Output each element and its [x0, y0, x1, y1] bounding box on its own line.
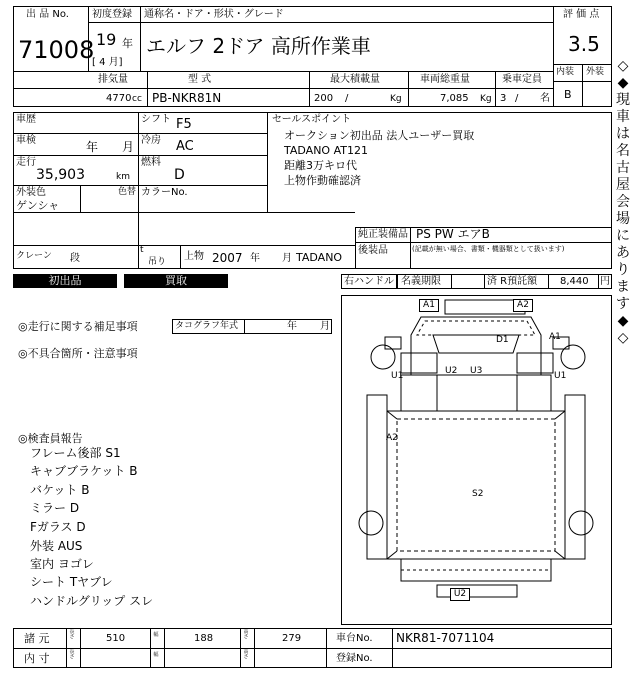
gross-weight-label: 車両総重量 — [420, 74, 470, 85]
aftermarket-note: (記載が無い場合、書類・機器類として扱います) — [412, 245, 565, 253]
defects-label: ◎不具合箇所・注意事項 — [18, 347, 138, 360]
model-label: 通称名・ドア・形状・グレード — [144, 9, 284, 20]
handle-side: 右ハンドル — [344, 276, 394, 287]
color-change-label: 色替 — [118, 187, 137, 197]
capacity-unit: 名 — [540, 93, 550, 104]
interior-grade: B — [564, 88, 572, 101]
max-load-label: 最大積載量 — [330, 74, 380, 85]
capacity-value: 3 — [500, 93, 507, 104]
height-label: 高さ — [243, 629, 249, 640]
inner-height-label: 高さ — [243, 649, 249, 660]
inner-length-label: 長さ — [69, 649, 75, 660]
inspector-line: シート Tヤブレ — [30, 575, 113, 589]
tachograph-label: タコグラフ年式 — [175, 321, 239, 331]
first-registration-label: 初度登録 — [92, 9, 132, 20]
inspector-report-label: ◎検査員報告 — [18, 432, 83, 445]
crane-stage-unit: 段 — [70, 253, 80, 264]
buyback-badge: 買取 — [124, 274, 228, 288]
inspector-line: キャブブラケット B — [30, 464, 138, 478]
displacement-value: 4770 — [106, 93, 132, 104]
width-value: 188 — [194, 633, 214, 644]
damage-label: D1 — [496, 335, 509, 345]
inner-width-label: 幅 — [153, 652, 159, 658]
dims-label: 諸 元 — [24, 632, 50, 645]
registration-number-label: 登録No. — [336, 653, 373, 664]
lot-number: 71008 — [18, 36, 95, 64]
inspection-year-unit: 年 — [86, 140, 99, 154]
color-value: ゲンシャ — [16, 199, 60, 212]
standard-equipment: PS PW エアB — [416, 227, 490, 241]
damage-label: U3 — [470, 366, 483, 376]
rebate-label: 済 R預託額 — [487, 276, 538, 287]
first-registration-month: [ 4 月] — [92, 57, 123, 68]
inspector-line: フレーム後部 S1 — [30, 446, 121, 460]
overall-grade: 3.5 — [568, 32, 600, 56]
upper-body-year: 2007 — [212, 251, 243, 265]
displacement-label: 排気量 — [98, 74, 128, 85]
exterior-grade-label: 外装 — [586, 67, 605, 77]
vehicle-diagram — [341, 295, 612, 625]
damage-label: A2 — [386, 433, 398, 443]
mileage-value: 35,903 — [36, 167, 85, 183]
shift-value: F5 — [176, 117, 192, 132]
sales-point-line: 上物作動確認済 — [284, 174, 361, 187]
fuel-label: 燃料 — [141, 157, 161, 168]
crane-label: クレーン — [16, 251, 52, 261]
color-code-label: カラーNo. — [141, 187, 188, 198]
tachograph-year-unit: 年 — [287, 321, 297, 332]
upper-body-label: 上物 — [184, 251, 204, 262]
damage-label: U2 — [445, 366, 458, 376]
inspector-line: 室内 ヨゴレ — [30, 557, 94, 571]
mileage-label: 走行 — [16, 157, 36, 168]
damage-label: U1 — [391, 371, 404, 381]
first-registration-year: 19 — [96, 30, 117, 49]
model-type: PB-NKR81N — [152, 91, 222, 105]
rebate-value: 8,440 — [560, 276, 589, 287]
tachograph-month-unit: 月 — [320, 321, 330, 332]
width-label: 幅 — [153, 632, 159, 638]
sales-points-label: セールスポイント — [272, 114, 352, 125]
damage-label: A1 — [549, 332, 561, 342]
frame-number: NKR81-7071104 — [396, 631, 495, 645]
length-value: 510 — [106, 633, 126, 644]
grade-label: 評 価 点 — [563, 9, 600, 20]
standard-equipment-label: 純正装備品 — [358, 229, 408, 240]
rebate-unit: 円 — [600, 276, 610, 287]
upper-body-month-unit: 月 — [282, 253, 292, 264]
frame-number-label: 車台No. — [336, 633, 373, 644]
damage-label: S2 — [472, 489, 484, 499]
damage-label: A2 — [513, 299, 533, 312]
location-note: ◇ ◆ 現 車 は 名 古 屋 会 場 に あ り ま す ◆ ◇ — [616, 58, 630, 346]
first-registration-year-unit: 年 — [122, 37, 133, 50]
interior-grade-label: 内装 — [556, 67, 575, 77]
gross-weight-value: 7,085 — [440, 93, 469, 104]
inner-dims-label: 内 寸 — [24, 652, 50, 665]
upper-body-year-unit: 年 — [250, 253, 260, 264]
inspection-month-unit: 月 — [122, 140, 135, 154]
model-type-label: 型 式 — [188, 74, 212, 85]
aftermarket-label: 後装品 — [358, 245, 388, 256]
lot-number-label: 出 品 No. — [26, 9, 69, 20]
max-load-unit: Kg — [390, 94, 402, 104]
fuel-value: D — [174, 167, 185, 183]
history-label: 車歴 — [16, 114, 36, 125]
length-label: 長さ — [69, 629, 75, 640]
capacity-slash: / — [515, 93, 519, 104]
color-label: 外装色 — [16, 187, 46, 198]
upper-body-maker: TADANO — [296, 251, 343, 264]
inspector-line: Fガラス D — [30, 520, 86, 534]
inspector-line: バケット B — [30, 483, 90, 497]
damage-label: U1 — [554, 371, 567, 381]
inspector-line: 外装 AUS — [30, 539, 83, 553]
sales-point-line: 距離3万キロ代 — [284, 159, 357, 172]
ac-value: AC — [176, 139, 194, 154]
damage-label: U2 — [450, 588, 470, 601]
running-notes-label: ◎走行に関する補足事項 — [18, 320, 138, 333]
inspector-line: ハンドルグリップ スレ — [30, 594, 154, 608]
crane-ton-unit: t — [140, 245, 144, 255]
capacity-label: 乗車定員 — [502, 74, 542, 85]
max-load-slash: / — [345, 93, 349, 104]
sales-point-line: オークション初出品 法人ユーザー買取 — [284, 129, 475, 142]
sales-point-line: TADANO AT121 — [284, 144, 368, 157]
max-load-value: 200 — [314, 93, 334, 104]
model-name: エルフ 2ドア 高所作業車 — [146, 34, 371, 58]
height-value: 279 — [282, 633, 302, 644]
name-change-label: 名義期限 — [401, 276, 441, 287]
inspection-label: 車検 — [16, 135, 36, 146]
shift-label: シフト — [141, 114, 171, 125]
damage-label: A1 — [419, 299, 439, 312]
gross-weight-unit: Kg — [480, 94, 492, 104]
mileage-unit: km — [116, 172, 130, 182]
ac-label: 冷房 — [141, 135, 161, 146]
crane-lift-unit: 吊り — [148, 257, 167, 267]
first-listing-badge: 初出品 — [13, 274, 117, 288]
displacement-unit: cc — [132, 94, 142, 104]
inspector-line: ミラー D — [30, 501, 80, 515]
